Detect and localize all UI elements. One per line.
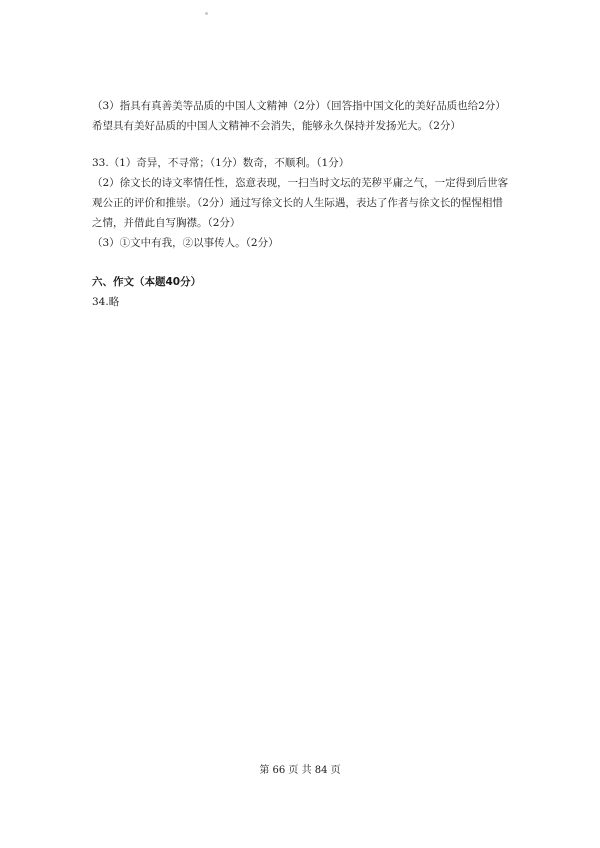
item3-answer-line2: 希望具有美好品质的中国人文精神不会消失，能够永久保持并发扬光大。（2分） xyxy=(92,120,461,132)
page-number-footer: 第 66 页 共 84 页 xyxy=(259,765,341,776)
item3-answer-line1: （3）指具有真善美等品质的中国人文精神（2分）（回答指中国文化的美好品质也给2分） xyxy=(92,100,506,112)
spacer xyxy=(92,253,522,272)
q33-answer-line1: 33.（1）奇异，不寻常；（1分）数奇，不顺利。（1分） xyxy=(92,157,350,169)
spacer xyxy=(92,136,522,153)
q33-answer-line4: 之情，并借此自写胸襟。（2分） xyxy=(92,217,241,229)
answer-content xyxy=(92,96,522,312)
q33-answer-line5: （3）①文中有我，②以事传人。（2分） xyxy=(92,237,279,249)
section6-title: 六、作文（本题40分） xyxy=(92,276,202,288)
q33-answer-line3: 观公正的评价和推崇。（2分）通过写徐文长的人生际遇，表达了作者与徐文长的惺惺相惜 xyxy=(92,197,503,209)
q34-answer: 34.略 xyxy=(92,296,120,308)
q33-answer-line2: （2）徐文长的诗文率情任性，恣意表现，一扫当时文坛的芜秽平庸之气，一定得到后世客 xyxy=(92,177,509,189)
scan-mark xyxy=(205,12,208,15)
